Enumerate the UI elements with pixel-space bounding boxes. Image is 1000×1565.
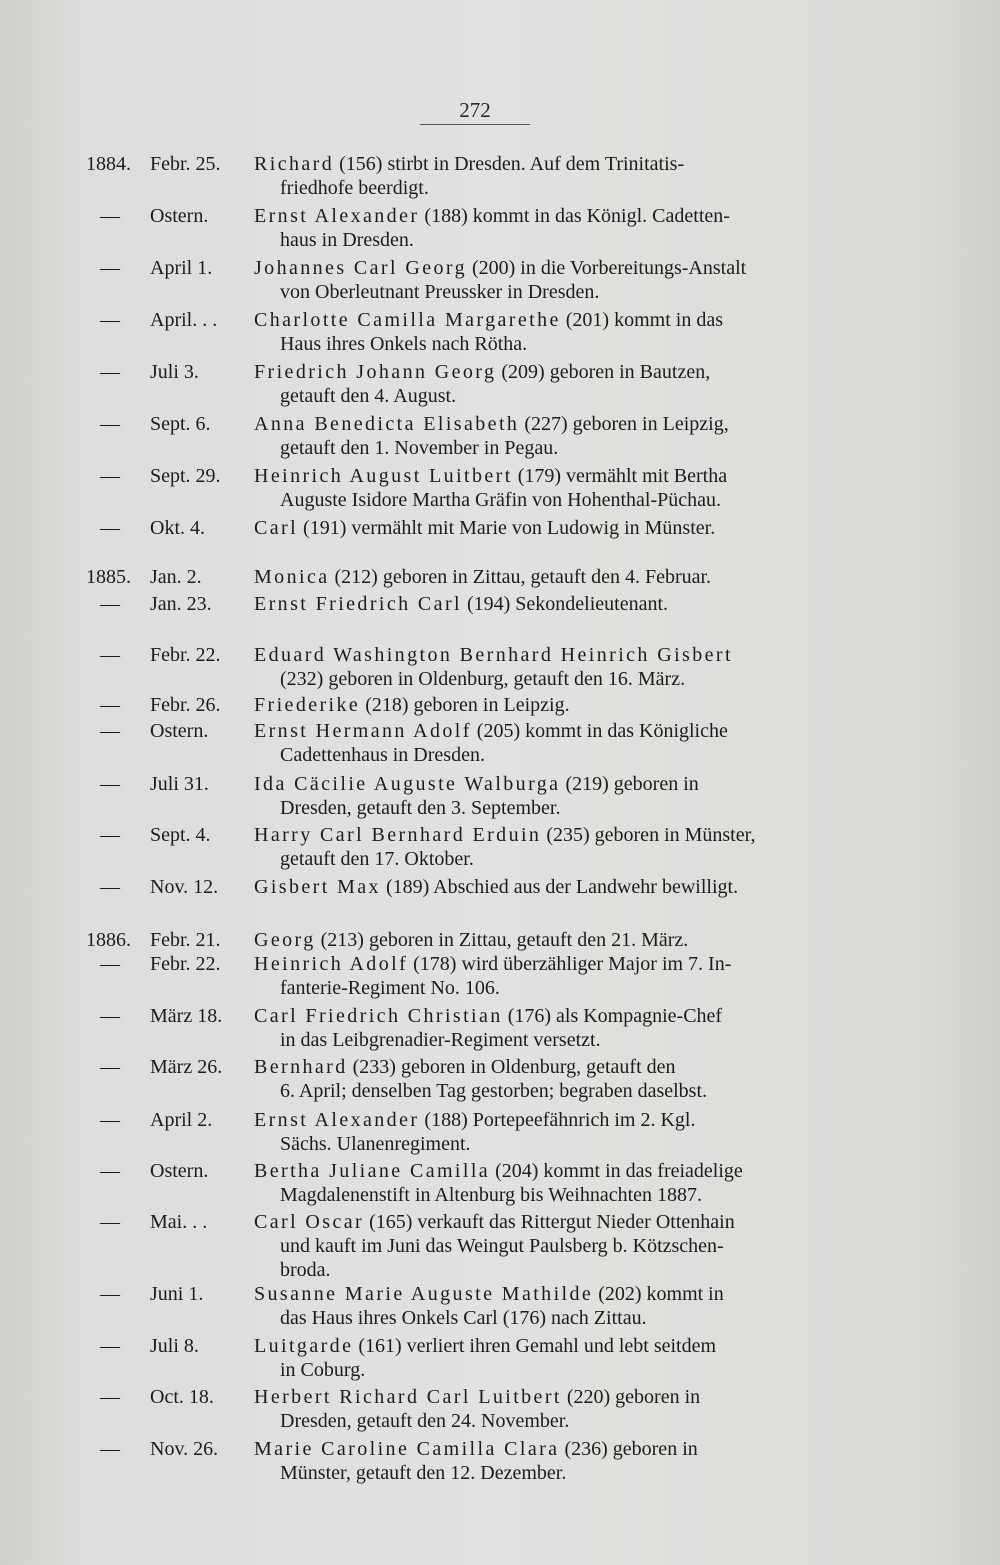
entry-text (254, 1004, 868, 1052)
entry-text (254, 1334, 868, 1382)
entry-year: — (100, 824, 120, 846)
entry-description: (188) Portepeefähnrich im 2. Kgl. (424, 1109, 696, 1131)
entry-continuation: das Haus ihres Onkels Carl (176) nach Zittau. (280, 1307, 647, 1329)
entry-year: — (100, 720, 120, 742)
entry-person-name: Bertha Juliane Camilla (254, 1160, 491, 1182)
entry-date: Febr. 26. (150, 694, 221, 716)
entry-date: Sept. 29. (150, 465, 221, 487)
entry-text (254, 875, 868, 899)
entry-text (254, 952, 868, 1000)
chronicle-entry (0, 412, 1000, 460)
entry-continuation: getauft den 17. Oktober. (280, 848, 474, 870)
entry-text (254, 464, 868, 512)
entry-date: Febr. 22. (150, 953, 221, 975)
entry-continuation: friedhofe beerdigt. (280, 177, 429, 199)
entry-description: (202) kommt in (598, 1283, 724, 1305)
chronicle-entry (0, 1159, 1000, 1207)
entry-date: März 26. (150, 1056, 223, 1078)
entry-description: (220) geboren in (566, 1386, 701, 1408)
entry-text (254, 308, 868, 356)
entry-person-name: Marie Caroline Camilla Clara (254, 1438, 560, 1460)
entry-date: Juli 31. (150, 773, 209, 795)
entry-text (254, 1385, 868, 1433)
chronicle-entry (0, 1055, 1000, 1103)
entry-continuation: Sächs. Ulanenregiment. (280, 1133, 471, 1155)
entry-person-name: Heinrich August Luitbert (254, 465, 513, 487)
entry-person-name: Anna Benedicta Elisabeth (254, 413, 520, 435)
chronicle-entry (0, 1004, 1000, 1052)
chronicle-entry (0, 952, 1000, 1000)
entry-text (254, 565, 868, 589)
entry-year: — (100, 1160, 120, 1182)
entry-continuation: (232) geboren in Oldenburg, getauft den 16. März. (280, 668, 686, 690)
entry-person-name: Charlotte Camilla Margarethe (254, 309, 561, 331)
entry-year: — (100, 465, 120, 487)
entry-date: Juni 1. (150, 1283, 204, 1305)
entry-date: März 18. (150, 1005, 223, 1027)
chronicle-entry (0, 464, 1000, 512)
entry-person-name: Monica (254, 566, 330, 588)
entry-date: April. . . (150, 309, 218, 331)
entry-description: (179) vermählt mit Bertha (517, 465, 728, 487)
entry-text (254, 1159, 868, 1207)
entry-date: Febr. 22. (150, 644, 221, 666)
entry-continuation: Haus ihres Onkels nach Rötha. (280, 333, 528, 355)
entry-year: — (100, 413, 120, 435)
entry-description: (227) geboren in Leipzig, (524, 413, 729, 435)
entry-description: (191) vermählt mit Marie von Ludowig in Münster. (303, 517, 716, 539)
entry-date: Febr. 21. (150, 929, 221, 951)
entry-date: Oct. 18. (150, 1386, 214, 1408)
entry-date: Juli 8. (150, 1335, 199, 1357)
entry-person-name: Friedrich Johann Georg (254, 361, 497, 383)
entry-date: Sept. 6. (150, 413, 211, 435)
entry-text (254, 1055, 868, 1103)
entry-person-name: Carl (254, 517, 299, 539)
entry-date: Nov. 12. (150, 876, 219, 898)
entry-year: — (100, 257, 120, 279)
chronicle-entry (0, 1108, 1000, 1156)
entry-continuation: getauft den 4. August. (280, 385, 457, 407)
entry-text (254, 516, 868, 540)
entry-person-name: Bernhard (254, 1056, 348, 1078)
entry-person-name: Carl Oscar (254, 1211, 365, 1233)
chronicle-entry (0, 360, 1000, 408)
entry-text (254, 928, 868, 952)
chronicle-entry (0, 928, 1000, 952)
entry-description: (200) in die Vorbereitungs-Anstalt (471, 257, 747, 279)
entry-continuation: Magdalenenstift in Altenburg bis Weihnachten 1887. (280, 1184, 703, 1206)
entry-description: (218) geboren in Leipzig. (365, 694, 570, 716)
entry-year: 1884. (86, 153, 131, 175)
page-number-rule (420, 124, 530, 125)
entry-text (254, 693, 868, 717)
page-number: 272 (459, 98, 491, 122)
entry-person-name: Ernst Friedrich Carl (254, 593, 462, 615)
entry-year: — (100, 953, 120, 975)
entry-person-name: Heinrich Adolf (254, 953, 409, 975)
entry-text (254, 823, 868, 871)
entry-year: — (100, 1211, 120, 1233)
entry-continuation: 6. April; denselben Tag gestorben; begraben daselbst. (280, 1080, 708, 1102)
entry-person-name: Ernst Alexander (254, 205, 420, 227)
entry-description: (204) kommt in das freiadelige (495, 1160, 743, 1182)
entry-date: Jan. 23. (150, 593, 212, 615)
entry-date: Nov. 26. (150, 1438, 219, 1460)
entry-description: (176) als Kompagnie-Chef (507, 1005, 723, 1027)
entry-year: — (100, 309, 120, 331)
entry-year: — (100, 205, 120, 227)
chronicle-entry (0, 592, 1000, 616)
entry-year: — (100, 517, 120, 539)
entry-continuation: Dresden, getauft den 24. November. (280, 1410, 570, 1432)
entry-text (254, 592, 868, 616)
entry-date: Mai. . . (150, 1211, 208, 1233)
chronicle-entry (0, 1334, 1000, 1382)
entry-description: (235) geboren in Münster, (546, 824, 756, 846)
entry-text (254, 360, 868, 408)
entry-year: 1885. (86, 566, 131, 588)
entry-description: (161) verliert ihren Gemahl und lebt seitdem (358, 1335, 717, 1357)
entry-person-name: Herbert Richard Carl Luitbert (254, 1386, 562, 1408)
entry-continuation: haus in Dresden. (280, 229, 414, 251)
entry-year: 1886. (86, 929, 131, 951)
entry-year: — (100, 1438, 120, 1460)
entry-text (254, 643, 868, 691)
entry-text (254, 1210, 868, 1282)
entry-description: (219) geboren in (565, 773, 699, 795)
chronicle-entry (0, 308, 1000, 356)
entry-person-name: Susanne Marie Auguste Mathilde (254, 1283, 594, 1305)
chronicle-entry (0, 643, 1000, 691)
entry-year: — (100, 876, 120, 898)
entry-text (254, 1108, 868, 1156)
entry-person-name: Ida Cäcilie Auguste Walburga (254, 773, 561, 795)
entry-text (254, 152, 868, 200)
entry-continuation: Münster, getauft den 12. Dezember. (280, 1462, 567, 1484)
entry-continuation: in das Leibgrenadier-Regiment versetzt. (280, 1029, 601, 1051)
entry-text (254, 204, 868, 252)
entry-year: — (100, 1005, 120, 1027)
entry-description: (201) kommt in das (565, 309, 723, 331)
entry-year: — (100, 1056, 120, 1078)
entry-description: (194) Sekondelieutenant. (466, 593, 669, 615)
entry-continuation: fanterie-Regiment No. 106. (280, 977, 500, 999)
chronicle-entry (0, 693, 1000, 717)
chronicle-entry (0, 719, 1000, 767)
entry-continuation: und kauft im Juni das Weingut Paulsberg b. Kötzschen- (280, 1235, 724, 1257)
entry-date: April 2. (150, 1109, 213, 1131)
entry-person-name: Ernst Hermann Adolf (254, 720, 472, 742)
entry-person-name: Luitgarde (254, 1335, 354, 1357)
entry-description: (165) verkauft das Rittergut Nieder Ottenhain (369, 1211, 735, 1233)
entry-person-name: Eduard Washington Bernhard Heinrich Gisbert (254, 644, 733, 666)
entry-year: — (100, 361, 120, 383)
chronicle-entry (0, 565, 1000, 589)
entry-description: (205) kommt in das Königliche (476, 720, 728, 742)
chronicle-entry (0, 1282, 1000, 1330)
entry-continuation: Auguste Isidore Martha Gräfin von Hohenthal-Püchau. (280, 489, 721, 511)
entry-year: — (100, 694, 120, 716)
entry-text (254, 412, 868, 460)
entry-person-name: Ernst Alexander (254, 1109, 420, 1131)
entry-year: — (100, 773, 120, 795)
entry-description: (188) kommt in das Königl. Cadetten- (424, 205, 730, 227)
entry-date: Jan. 2. (150, 566, 202, 588)
entry-year: — (100, 593, 120, 615)
entry-continuation: von Oberleutnant Preussker in Dresden. (280, 281, 600, 303)
entry-year: — (100, 1283, 120, 1305)
entry-continuation: broda. (280, 1259, 331, 1281)
entry-year: — (100, 1109, 120, 1131)
entry-person-name: Friederike (254, 694, 361, 716)
chronicle-entry (0, 823, 1000, 871)
entry-continuation: in Coburg. (280, 1359, 366, 1381)
chronicle-entry (0, 152, 1000, 200)
entry-date: April 1. (150, 257, 213, 279)
entry-date: Juli 3. (150, 361, 199, 383)
chronicle-entry (0, 1437, 1000, 1485)
entry-person-name: Harry Carl Bernhard Erduin (254, 824, 542, 846)
entry-description: (236) geboren in (564, 1438, 698, 1460)
entry-continuation: getauft den 1. November in Pegau. (280, 437, 559, 459)
entry-description: (212) geboren in Zittau, getauft den 4. Februar. (334, 566, 712, 588)
chronicle-entry (0, 1210, 1000, 1282)
entry-year: — (100, 1386, 120, 1408)
entry-year: — (100, 1335, 120, 1357)
entry-continuation: Cadettenhaus in Dresden. (280, 744, 485, 766)
entry-person-name: Gisbert Max (254, 876, 381, 898)
entry-date: Febr. 25. (150, 153, 221, 175)
entry-person-name: Carl Friedrich Christian (254, 1005, 503, 1027)
entry-date: Ostern. (150, 720, 209, 742)
entry-person-name: Georg (254, 929, 316, 951)
entry-text (254, 1282, 868, 1330)
entry-description: (209) geboren in Bautzen, (501, 361, 711, 383)
entry-date: Ostern. (150, 1160, 209, 1182)
entry-date: Ostern. (150, 205, 209, 227)
chronicle-entry (0, 204, 1000, 252)
entry-text (254, 719, 868, 767)
entry-text (254, 1437, 868, 1485)
entry-year: — (100, 644, 120, 666)
entry-description: (178) wird überzähliger Major im 7. In- (413, 953, 732, 975)
chronicle-entry (0, 875, 1000, 899)
chronicle-entry (0, 516, 1000, 540)
chronicle-entry (0, 256, 1000, 304)
entry-description: (189) Abschied aus der Landwehr bewilligt. (385, 876, 739, 898)
entry-person-name: Johannes Carl Georg (254, 257, 467, 279)
entry-description: (156) stirbt in Dresden. Auf dem Trinitatis- (339, 153, 685, 175)
entry-continuation: Dresden, getauft den 3. September. (280, 797, 561, 819)
entry-date: Sept. 4. (150, 824, 211, 846)
chronicle-entry (0, 772, 1000, 820)
entry-description: (213) geboren in Zittau, getauft den 21. März. (320, 929, 689, 951)
entry-date: Okt. 4. (150, 517, 205, 539)
entry-text (254, 772, 868, 820)
entry-description: (233) geboren in Oldenburg, getauft den (352, 1056, 676, 1078)
entry-text (254, 256, 868, 304)
entry-person-name: Richard (254, 153, 335, 175)
chronicle-entry (0, 1385, 1000, 1433)
